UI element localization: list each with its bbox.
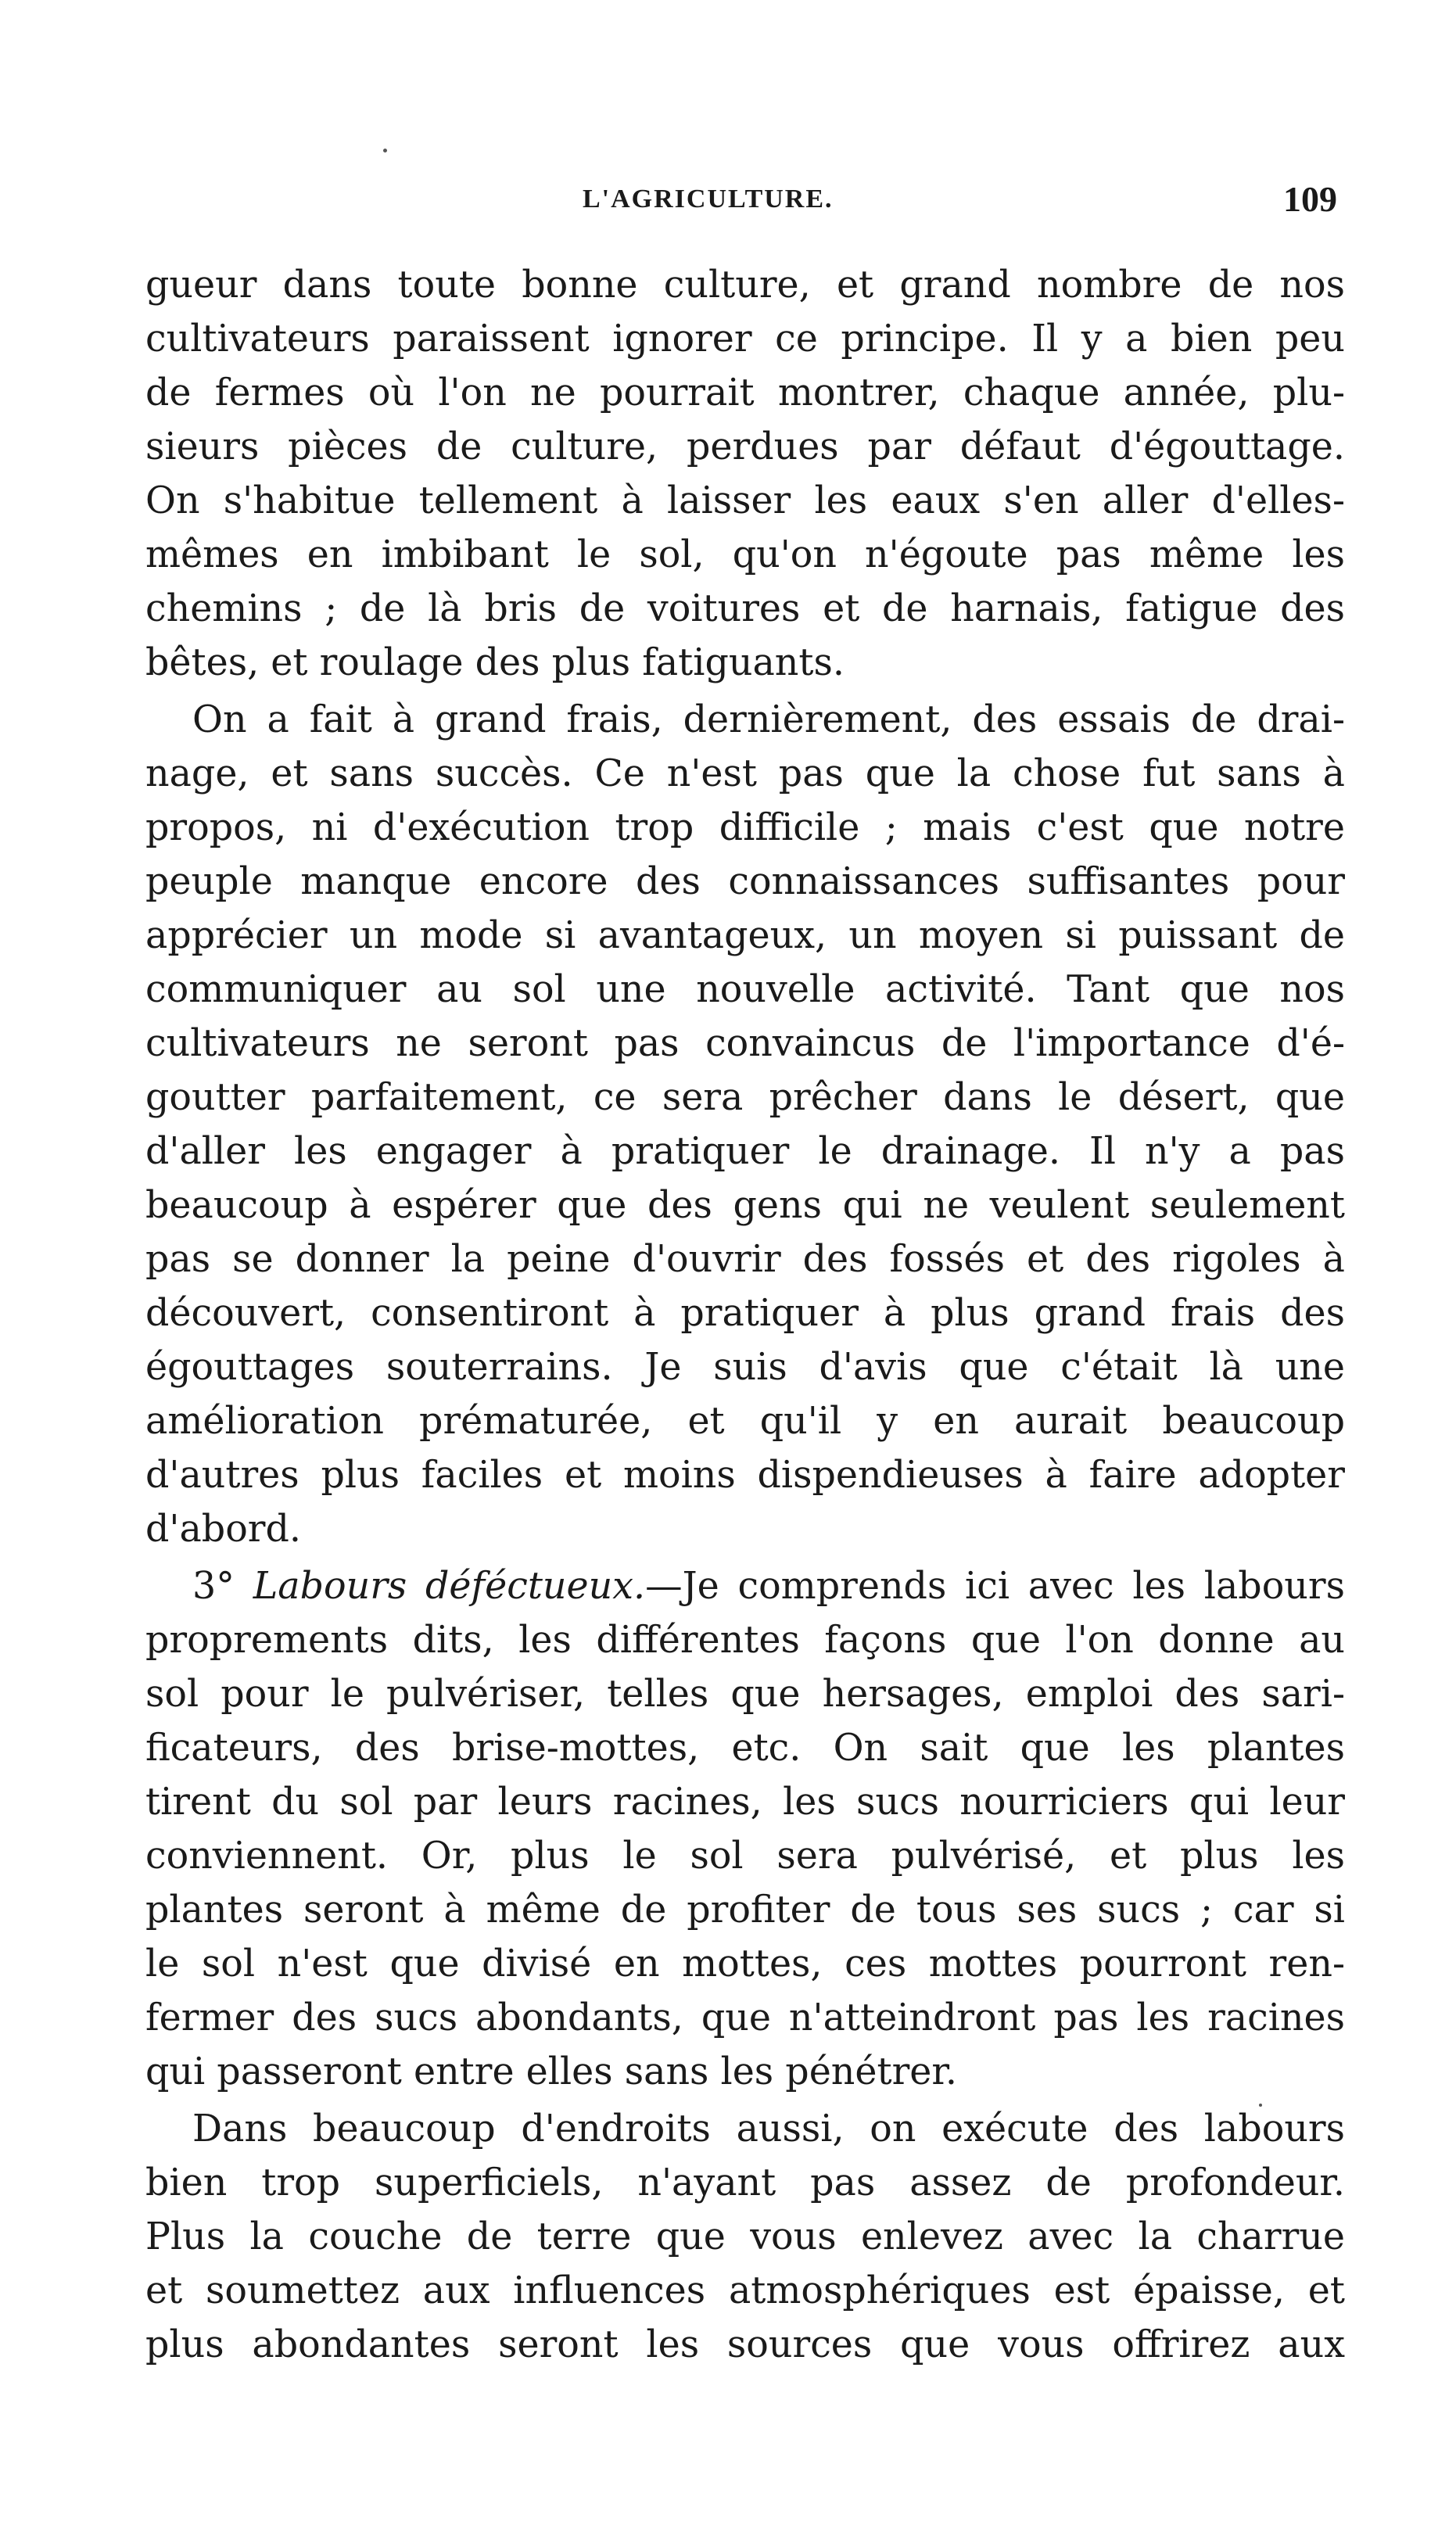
text-line: ficateurs, des brise-mottes, etc. On sait que les plantes bbox=[145, 1727, 1345, 1770]
text-line: On a fait à grand frais, dernièrement, des essais de drai- bbox=[192, 698, 1345, 741]
text-line: d'abord. bbox=[145, 1508, 301, 1551]
text-line: égouttages souterrains. Je suis d'avis que c'était là une bbox=[145, 1346, 1345, 1389]
text-fragment: —Je comprends ici avec les labours bbox=[645, 1565, 1345, 1608]
paragraph bbox=[145, 1559, 1345, 2099]
section-number: 3° bbox=[192, 1565, 235, 1608]
section-heading: Labours déféctueux. bbox=[253, 1565, 646, 1608]
text-line: goutter parfaitement, ce sera prêcher dans le désert, que bbox=[145, 1076, 1345, 1119]
text-line: plus abondantes seront les sources que vous offrirez aux bbox=[145, 2323, 1345, 2366]
text-line: cultivateurs ne seront pas convaincus de l'importance d'é- bbox=[145, 1022, 1345, 1065]
body-text bbox=[145, 258, 1345, 2372]
text-line: bêtes, et roulage des plus fatiguants. bbox=[145, 641, 845, 684]
text-line: cultivateurs paraissent ignorer ce principe. Il y a bien peu bbox=[145, 317, 1345, 360]
text-line: propos, ni d'exécution trop difficile ; mais c'est que notre bbox=[145, 806, 1345, 849]
text-line: Dans beaucoup d'endroits aussi, on exécute des labours bbox=[192, 2107, 1345, 2150]
paragraph bbox=[145, 693, 1345, 1556]
text-line: beaucoup à espérer que des gens qui ne veulent seulement bbox=[145, 1184, 1345, 1227]
text-line bbox=[145, 1559, 1345, 1613]
text-line: gueur dans toute bonne culture, et grand nombre de nos bbox=[145, 264, 1345, 307]
text-line: mêmes en imbibant le sol, qu'on n'égoute pas même les bbox=[145, 533, 1345, 576]
text-line: proprements dits, les différentes façons que l'on donne au bbox=[145, 1619, 1345, 1662]
text-line: On s'habitue tellement à laisser les eaux s'en aller d'elles- bbox=[145, 479, 1345, 522]
text-line: le sol n'est que divisé en mottes, ces mottes pourront ren- bbox=[145, 1942, 1345, 1985]
printer-speck bbox=[383, 149, 387, 152]
paragraph bbox=[145, 2102, 1345, 2372]
text-line: chemins ; de là bris de voitures et de harnais, fatigue des bbox=[145, 587, 1345, 630]
text-line: découvert, consentiront à pratiquer à plus grand frais des bbox=[145, 1292, 1345, 1335]
text-line: et soumettez aux influences atmosphériques est épaisse, et bbox=[145, 2269, 1345, 2312]
text-line: d'autres plus faciles et moins dispendieuses à faire adopter bbox=[145, 1454, 1345, 1497]
text-line: de fermes où l'on ne pourrait montrer, chaque année, plu- bbox=[145, 371, 1345, 414]
page-number: 109 bbox=[1283, 179, 1337, 219]
text-line: apprécier un mode si avantageux, un moyen si puissant de bbox=[145, 914, 1345, 957]
text-line: d'aller les engager à pratiquer le drainage. Il n'y a pas bbox=[145, 1130, 1345, 1173]
text-line: sol pour le pulvériser, telles que hersages, emploi des sari- bbox=[145, 1673, 1345, 1716]
text-line: tirent du sol par leurs racines, les sucs nourriciers qui leur bbox=[145, 1781, 1345, 1824]
text-line: plantes seront à même de profiter de tous ses sucs ; car si bbox=[145, 1889, 1345, 1932]
text-line: fermer des sucs abondants, que n'atteindront pas les racines bbox=[145, 1996, 1345, 2039]
paragraph bbox=[145, 258, 1345, 690]
text-line: communiquer au sol une nouvelle activité. Tant que nos bbox=[145, 968, 1345, 1011]
text-line: Plus la couche de terre que vous enlevez avec la charrue bbox=[145, 2215, 1345, 2258]
text-line: sieurs pièces de culture, perdues par défaut d'égouttage. bbox=[145, 425, 1345, 468]
text-line: conviennent. Or, plus le sol sera pulvérisé, et plus les bbox=[145, 1835, 1345, 1878]
text-line: qui passeront entre elles sans les pénétrer. bbox=[145, 2050, 957, 2093]
page-header bbox=[141, 178, 1345, 225]
text-line: nage, et sans succès. Ce n'est pas que la chose fut sans à bbox=[145, 752, 1345, 795]
text-line: pas se donner la peine d'ouvrir des fossés et des rigoles à bbox=[145, 1238, 1345, 1281]
running-title: L'AGRICULTURE. bbox=[583, 185, 834, 213]
text-line: amélioration prématurée, et qu'il y en aurait beaucoup bbox=[145, 1400, 1345, 1443]
text-line: bien trop superficiels, n'ayant pas assez de profondeur. bbox=[145, 2161, 1345, 2204]
text-line: peuple manque encore des connaissances suffisantes pour bbox=[145, 860, 1345, 903]
